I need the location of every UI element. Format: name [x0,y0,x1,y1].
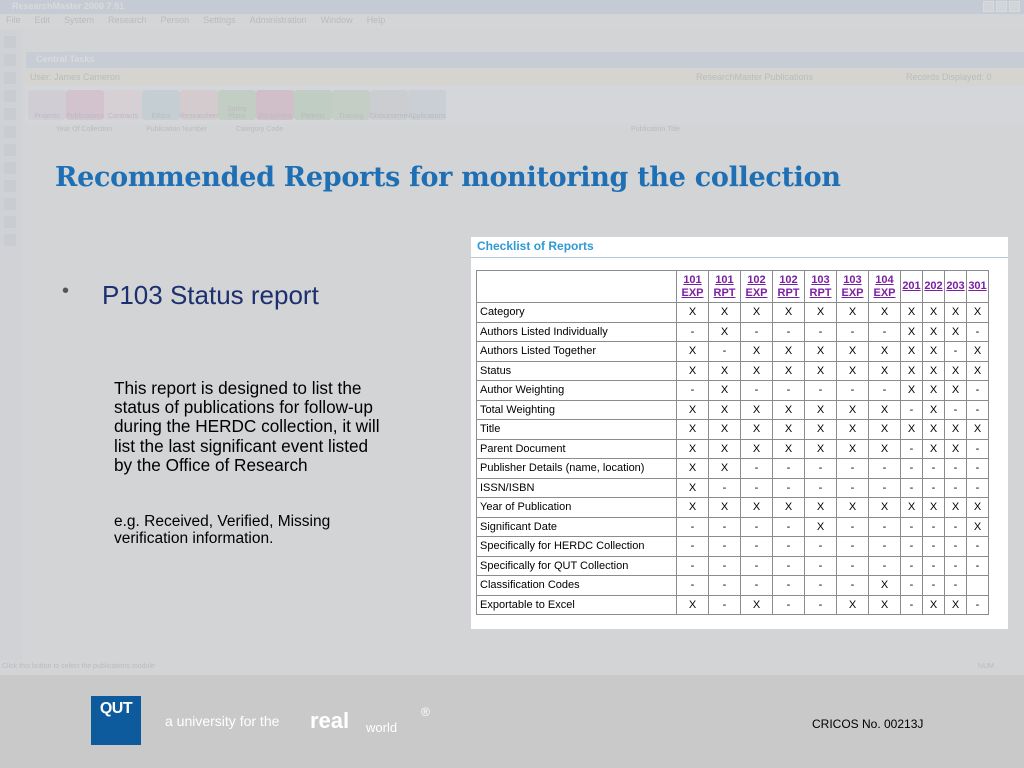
report-code-link[interactable]: 201 [901,271,923,303]
table-cell: - [923,576,945,596]
table-cell: X [923,303,945,323]
table-cell: - [837,556,869,576]
table-cell: X [741,342,773,362]
table-cell: X [741,420,773,440]
table-cell: X [901,381,923,401]
table-row [477,498,989,518]
table-cell: X [869,303,901,323]
table-cell: X [773,498,805,518]
table-row [477,556,989,576]
table-cell: X [741,595,773,615]
slide-footer [0,675,1024,768]
table-cell: - [967,478,989,498]
report-code-link[interactable]: 103 RPT [805,271,837,303]
table-cell: X [901,322,923,342]
table-cell: - [805,576,837,596]
table-cell: X [677,420,709,440]
table-cell: X [945,439,967,459]
table-cell: - [967,459,989,479]
table-cell: - [773,595,805,615]
table-cell: X [805,400,837,420]
table-cell: - [967,322,989,342]
table-cell: X [837,361,869,381]
table-cell: X [967,361,989,381]
table-row [477,478,989,498]
table-cell: X [805,420,837,440]
table-cell: X [923,595,945,615]
table-cell: X [709,381,741,401]
table-cell: - [923,459,945,479]
table-cell: X [945,420,967,440]
table-cell: - [923,478,945,498]
table-cell: - [741,478,773,498]
table-cell: X [773,303,805,323]
table-cell: - [741,322,773,342]
table-cell: - [805,537,837,557]
table-cell: - [945,400,967,420]
row-label: Parent Document [477,439,677,459]
table-cell: X [901,342,923,362]
table-cell: X [741,498,773,518]
checklist-title: Checklist of Reports [477,239,594,253]
report-code-link[interactable]: 102 RPT [773,271,805,303]
tagline-real: real [310,708,350,733]
table-cell: X [923,439,945,459]
row-label: Title [477,420,677,440]
table-cell: X [869,576,901,596]
report-code-link[interactable]: 202 [923,271,945,303]
table-cell: - [677,381,709,401]
table-cell: X [677,498,709,518]
table-cell: - [773,517,805,537]
table-cell: - [967,400,989,420]
table-cell: X [837,420,869,440]
table-cell: X [923,342,945,362]
table-cell: X [773,342,805,362]
table-row [477,420,989,440]
row-label: ISSN/ISBN [477,478,677,498]
table-cell: X [741,439,773,459]
table-cell: - [837,576,869,596]
table-cell: X [967,420,989,440]
table-cell: - [923,556,945,576]
table-cell: X [837,498,869,518]
row-label: Specifically for HERDC Collection [477,537,677,557]
table-cell: X [967,498,989,518]
table-cell: X [837,400,869,420]
report-code-link[interactable]: 203 [945,271,967,303]
table-cell: X [923,361,945,381]
table-cell: X [837,342,869,362]
table-cell: - [709,556,741,576]
table-cell: X [677,439,709,459]
table-cell: X [923,498,945,518]
table-cell: - [837,322,869,342]
table-cell: X [901,498,923,518]
table-cell: X [741,303,773,323]
table-cell: X [805,342,837,362]
table-cell: X [945,303,967,323]
table-row [477,517,989,537]
table-cell: - [773,556,805,576]
table-cell: X [869,342,901,362]
table-cell: - [677,322,709,342]
table-cell: - [805,459,837,479]
table-cell: X [709,439,741,459]
table-cell: - [805,381,837,401]
table-cell: X [945,322,967,342]
table-cell: X [709,322,741,342]
table-cell: X [923,420,945,440]
table-cell: - [741,517,773,537]
table-cell: - [773,459,805,479]
table-cell: - [741,576,773,596]
row-label: Publisher Details (name, location) [477,459,677,479]
table-cell: X [677,400,709,420]
table-cell [967,576,989,596]
table-cell: - [869,322,901,342]
table-cell: X [709,459,741,479]
table-cell: X [945,361,967,381]
registered-mark: ® [421,705,430,719]
table-cell: X [901,361,923,381]
table-cell: - [805,478,837,498]
slide-title: Recommended Reports for monitoring the collection [55,162,841,193]
table-cell: - [923,517,945,537]
table-cell: X [967,517,989,537]
table-row [477,576,989,596]
table-row [477,595,989,615]
table-cell: X [677,303,709,323]
table-cell: X [773,361,805,381]
table-cell: X [805,361,837,381]
qut-logo [91,696,141,745]
report-code-link[interactable]: 102 EXP [741,271,773,303]
checklist-table [476,270,989,615]
table-cell: X [967,303,989,323]
table-cell: X [869,439,901,459]
table-cell: X [709,498,741,518]
row-label: Category [477,303,677,323]
table-cell: - [945,342,967,362]
table-cell: - [901,439,923,459]
table-cell: X [967,342,989,362]
table-row [477,342,989,362]
table-cell: - [709,517,741,537]
report-code-link[interactable]: 104 EXP [869,271,901,303]
table-cell: X [837,303,869,323]
table-row [477,439,989,459]
table-cell: X [869,400,901,420]
table-cell: - [901,517,923,537]
table-cell: - [773,537,805,557]
table-cell: - [677,576,709,596]
table-cell: - [901,459,923,479]
table-cell: - [869,556,901,576]
table-cell: - [837,478,869,498]
table-cell: - [773,322,805,342]
table-cell: X [869,420,901,440]
table-cell: - [869,381,901,401]
table-cell: - [901,556,923,576]
report-code-link[interactable]: 301 [967,271,989,303]
table-cell: X [677,459,709,479]
table-cell: - [923,537,945,557]
table-cell: - [773,381,805,401]
table-cell: - [945,459,967,479]
bullet-text: P103 Status report [102,280,319,310]
report-description: This report is designed to list the status of publications for follow-up during the HERDC collection, it will list the last significant event listed by the Office of Research [114,378,380,475]
row-label: Authors Listed Individually [477,322,677,342]
table-cell: X [901,303,923,323]
table-cell: X [923,322,945,342]
table-cell: - [869,459,901,479]
table-cell: - [869,537,901,557]
table-cell: X [741,361,773,381]
table-cell: X [709,361,741,381]
table-cell: X [677,595,709,615]
row-label: Authors Listed Together [477,342,677,362]
table-cell: - [901,595,923,615]
report-code-link[interactable]: 101 EXP [677,271,709,303]
table-cell: - [967,381,989,401]
table-cell: X [805,517,837,537]
table-cell: - [709,537,741,557]
table-cell: X [677,342,709,362]
row-label: Year of Publication [477,498,677,518]
table-cell: - [869,478,901,498]
table-cell: X [923,400,945,420]
table-cell: X [741,400,773,420]
table-cell: X [709,303,741,323]
table-cell: X [677,361,709,381]
table-cell: X [709,420,741,440]
table-row [477,459,989,479]
row-label: Classification Codes [477,576,677,596]
table-cell: - [709,595,741,615]
table-cell: X [869,498,901,518]
table-cell: - [677,517,709,537]
table-cell: - [967,595,989,615]
table-cell: - [741,537,773,557]
table-cell: X [805,303,837,323]
table-cell: - [967,537,989,557]
table-cell: - [773,576,805,596]
table-row [477,400,989,420]
table-cell: - [677,556,709,576]
table-cell: - [901,576,923,596]
row-label: Author Weighting [477,381,677,401]
table-cell: X [945,381,967,401]
checklist-panel [471,237,1008,629]
checklist-header-row [477,271,989,303]
report-code-link[interactable]: 101 RPT [709,271,741,303]
table-cell: X [709,400,741,420]
table-cell: - [967,556,989,576]
table-cell: X [923,381,945,401]
table-cell: - [741,556,773,576]
table-cell: X [677,478,709,498]
table-cell: - [837,459,869,479]
tagline-world: world [366,720,398,735]
cricos-number: CRICOS No. 00213J [812,717,924,731]
table-cell: - [945,478,967,498]
table-cell: - [709,478,741,498]
table-cell: - [773,478,805,498]
table-cell: - [837,381,869,401]
table-cell: - [967,439,989,459]
row-label: Exportable to Excel [477,595,677,615]
row-label: Specifically for QUT Collection [477,556,677,576]
table-cell: - [741,381,773,401]
table-cell: - [901,478,923,498]
table-cell: X [869,361,901,381]
table-row [477,381,989,401]
table-row [477,303,989,323]
table-cell: - [945,556,967,576]
table-cell: X [945,498,967,518]
table-row [477,361,989,381]
table-cell: - [837,517,869,537]
checklist-divider [471,257,1008,258]
table-cell: - [805,556,837,576]
tagline-prefix: a university for the [165,713,280,729]
table-cell: X [805,498,837,518]
report-example: e.g. Received, Verified, Missing verification information. [114,513,331,547]
report-code-link[interactable]: 103 EXP [837,271,869,303]
header-corner-cell [477,271,677,303]
table-cell: - [837,537,869,557]
table-cell: X [773,439,805,459]
table-cell: - [709,342,741,362]
table-row [477,322,989,342]
row-label: Total Weighting [477,400,677,420]
table-cell: X [773,400,805,420]
logo-text: QUT [99,700,133,717]
table-cell: - [945,517,967,537]
table-cell: - [805,322,837,342]
table-cell: - [741,459,773,479]
table-cell: - [901,537,923,557]
table-cell: - [869,517,901,537]
table-cell: X [837,595,869,615]
table-cell: - [709,576,741,596]
table-cell: X [773,420,805,440]
table-cell: X [805,439,837,459]
row-label: Significant Date [477,517,677,537]
table-cell: - [945,576,967,596]
table-cell: X [945,595,967,615]
table-cell: X [837,439,869,459]
row-label: Status [477,361,677,381]
table-cell: X [869,595,901,615]
table-cell: - [677,537,709,557]
table-cell: - [945,537,967,557]
table-cell: - [805,595,837,615]
bullet-marker: • [62,280,70,302]
table-cell: - [901,400,923,420]
table-row [477,537,989,557]
table-cell: X [901,420,923,440]
